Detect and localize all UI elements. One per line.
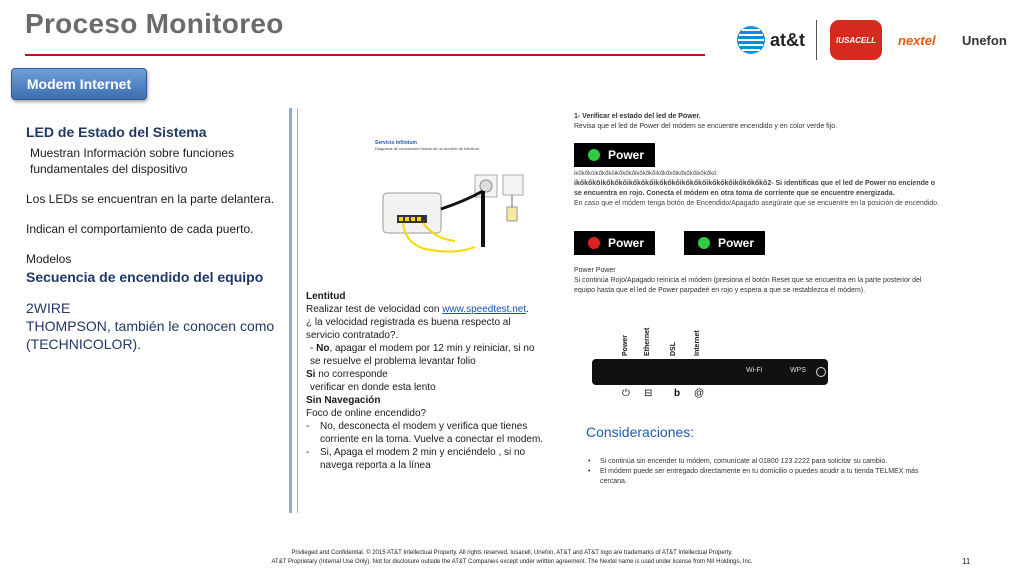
list-item: • Si continúa sin encender tu módem, comunícate al 01800 123 2222 para solicitar su cambio. — [588, 458, 888, 465]
power-label: Power — [608, 148, 645, 162]
step1-desc: Revisa que el led de Power del módem se encuentre encendido y en color verde fijo. — [574, 123, 838, 130]
left-column — [26, 124, 276, 353]
model-2wire: 2WIRE — [26, 300, 71, 316]
ethernet-icon: ⊟ — [644, 388, 653, 399]
power-led-green-2 — [684, 231, 765, 255]
diagram-caption-sub: Diagrama de conexiones físicas de un módem de Infinitum. — [375, 146, 481, 151]
modelos-label: Modelos — [26, 252, 72, 266]
lentitud-heading: Lentitud — [306, 291, 346, 302]
no-text: , apagar el modem por 12 min y reiniciar, si no se resuelve el problema levantar folio — [310, 343, 535, 367]
modem-led-label: Power — [622, 334, 629, 356]
wps-label: WPS — [790, 367, 806, 374]
speedtest-line — [306, 303, 546, 316]
modem-led-label: Ethernet — [644, 327, 651, 356]
brand-logos — [736, 20, 1024, 60]
consid-text: El módem puede ser entregado directamente en tu domicilio o puedes acudir a tu tienda TELMEX más cercana. — [600, 468, 919, 485]
garbled-text: ikőkőköikőkőköikőkőkőikőkőkőikőkőkőikőkőkőikőkőkö — [574, 171, 717, 177]
led-behavior: Indican el comportamiento de cada puerto. — [26, 222, 254, 236]
reset-instructions: Si continúa Rojo/Apagado reinicia el módem (presiona el botón Reset que se encuentra en la parte posterior del equipo hasta que el led de Power parpadeé en rojo y espera a que se restablezca el módem). — [574, 277, 922, 294]
led-heading: LED de Estado del Sistema — [26, 124, 207, 140]
no-line: - No, apagar el modem por 12 min y reiniciar, si no se resuelve el problema levantar folio — [310, 343, 535, 367]
modem-connection-illustration — [375, 151, 525, 256]
modem-front-image — [592, 327, 828, 400]
speedtest-link[interactable]: www.speedtest.net — [442, 304, 527, 315]
wps-button — [816, 367, 826, 377]
diagram-caption-title: Servicio Infinitum — [375, 140, 417, 146]
green-led-icon — [698, 237, 710, 249]
si-text: no corresponde — [315, 369, 388, 380]
si-line — [306, 368, 546, 381]
footer-line2: AT&T Proprietary (Internal Use Only). Not for disclosure outside the AT&T Companies except under written agreement. The Nextel name is used under license from NII Holdings, Inc. — [271, 559, 753, 565]
speed-question: ¿ la velocidad registrada es buena respecto al servicio contratado?. — [306, 317, 511, 341]
sequence-heading: Secuencia de encendido del equipo — [26, 269, 264, 285]
power-label: Power — [718, 236, 755, 250]
blink-text — [574, 266, 944, 296]
bullet-text: Si, Apaga el modem 2 min y enciéndelo , si no navega reporta a la línea — [320, 447, 526, 471]
page-title: Proceso Monitoreo — [25, 8, 284, 39]
column-divider-thin — [297, 108, 298, 513]
list-item: - Si, Apaga el modem 2 min y enciéndelo , si no navega reporta a la línea — [306, 446, 546, 472]
modem-body — [592, 359, 828, 385]
model-thompson: THOMPSON, también le conocen como (TECHNICOLOR). — [26, 318, 275, 352]
power-power-label: Power Power — [574, 267, 616, 274]
led-location: Los LEDs se encuentran en la parte delantera. — [26, 192, 275, 206]
logo-divider — [816, 20, 817, 60]
list-item: • El módem puede ser entregado directamente en tu domicilio o puedes acudir a tu tienda TELMEX más cercana. — [588, 467, 938, 487]
power-led-green — [574, 143, 655, 167]
att-globe-icon — [736, 20, 766, 60]
led-description: Muestran Información sobre funciones fundamentales del dispositivo — [30, 146, 235, 176]
step2-note: En caso que el módem tenga botón de Encendido/Apagado asegúrate que se encuentre en la posición de encendido. — [574, 200, 940, 207]
title-underline — [25, 54, 705, 56]
iusacell-logo: IUSACELL — [830, 20, 882, 60]
connection-diagram — [375, 140, 525, 260]
page-number: 11 — [962, 557, 971, 566]
internet-icon: @ — [694, 388, 705, 399]
consid-text: Si continúa sin encender tu módem, comunícate al 01800 123 2222 para solicitar su cambio. — [600, 458, 888, 465]
step2-body: ikőkőköikőkőkőikőkőkőikőkőkőikőkőkőikőkőkőikőkőkőkő2- Si identificas que el led de Power no enciende o se encuentra en rojo. Conecta el módem en otra toma de corriente que se encuentre energizada. — [574, 180, 935, 197]
power-label: Power — [608, 236, 645, 250]
footer-line1: Privileged and Confidential. © 2015 AT&T Intellectual Property. All rights reserved. Iusacell, Unefon, AT&T and AT&T logo are trademarks of AT&T Intellectual Property. — [291, 550, 733, 556]
led-guide — [574, 112, 944, 132]
foco-question: Foco de online encendido? — [306, 408, 427, 419]
power-led-red — [574, 231, 655, 255]
column-divider — [289, 108, 292, 513]
power-symbol-icon: ⏻ — [622, 388, 630, 399]
step2-text — [574, 170, 944, 209]
sin-navegacion-heading: Sin Navegación — [306, 395, 381, 406]
no-label: No — [316, 343, 330, 354]
si-label: Si — [306, 369, 316, 380]
nextel-logo: nextel — [898, 32, 936, 48]
unefon-logo: Unefon — [962, 32, 1007, 48]
step1-title: 1- Verificar el estado del led de Power. — [574, 113, 701, 120]
modem-led-label: Internet — [694, 330, 701, 356]
att-logo: at&t — [770, 29, 805, 50]
wifi-label: Wi-Fi — [746, 367, 763, 374]
green-led-icon — [588, 149, 600, 161]
considerations-title: Consideraciones: — [586, 424, 695, 440]
speedtest-prefix: Realizar test de velocidad con — [306, 304, 443, 315]
verify-line: verificar en donde esta lento — [310, 382, 436, 393]
footer-legal — [180, 549, 844, 567]
bullet-text: No, desconecta el modem y verifica que tienes corriente en la toma. Vuelve a conectar el modem. — [320, 421, 544, 445]
red-led-icon — [588, 237, 600, 249]
troubleshoot-text — [306, 290, 546, 472]
modem-led-label: DSL — [670, 342, 677, 356]
modem-internet-button[interactable]: Modem Internet — [11, 68, 147, 100]
dsl-icon: b — [674, 388, 681, 399]
list-item: - No, desconecta el modem y verifica que tienes corriente en la toma. Vuelve a conectar el modem. — [306, 420, 546, 446]
considerations-list — [588, 457, 938, 487]
speedtest-suffix: . — [526, 304, 529, 315]
